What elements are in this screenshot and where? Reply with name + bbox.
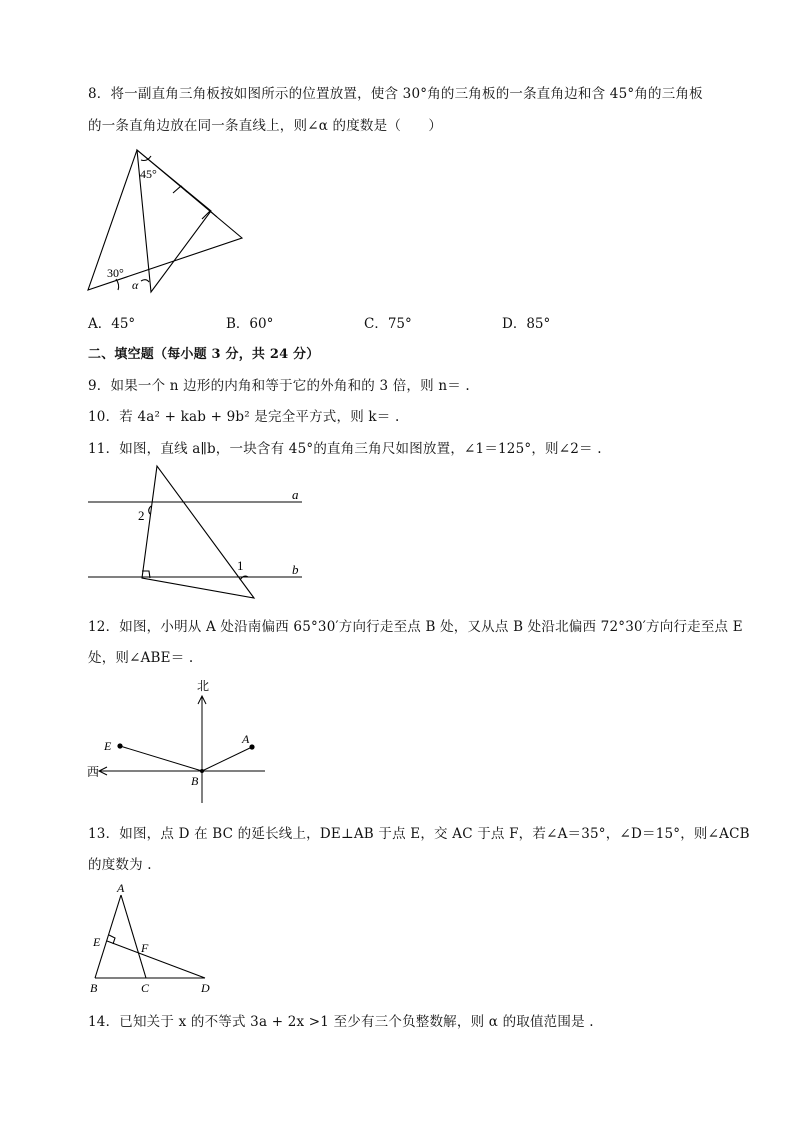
- q12-north-label: 北: [197, 679, 210, 693]
- q10-text: 10．若 4a² + kab + 9b² 是完全平方式，则 k＝ .: [88, 409, 400, 425]
- q13-text-line2: 的度数为 .: [88, 857, 152, 873]
- q11-label-b: b: [292, 562, 299, 577]
- q13-label-B: B: [90, 981, 98, 995]
- q12-figure: [85, 676, 275, 806]
- q12-text-line2: 处，则∠ABE＝ .: [88, 650, 194, 666]
- q8-option-a: A．45°: [88, 316, 136, 332]
- q13-label-D: D: [201, 981, 210, 995]
- q8-option-b: B．60°: [226, 316, 274, 332]
- q13-label-A: A: [117, 881, 125, 895]
- q12-text-line1: 12．如图，小明从 A 处沿南偏西 65°30′方向行走至点 B 处，又从点 B 处沿北偏西 72°30′方向行走至点 E: [88, 619, 743, 635]
- q12-label-E: E: [104, 739, 112, 753]
- q9-text: 9．如果一个 n 边形的内角和等于它的外角和的 3 倍，则 n＝ .: [88, 378, 470, 394]
- q12-label-A: A: [242, 732, 250, 746]
- q13-figure: [85, 880, 225, 995]
- q8-label-45: 45°: [140, 167, 157, 181]
- q12-west-label: 西: [87, 765, 100, 779]
- q11-label-a: a: [292, 487, 299, 502]
- q8-option-c: C．75°: [364, 316, 412, 332]
- q11-set-square: [142, 466, 254, 598]
- q14-text: 14．已知关于 x 的不等式 3a + 2x >1 至少有三个负整数解，则 α 的取值范围是 .: [88, 1014, 594, 1030]
- q11-label-1: 1: [237, 558, 244, 573]
- q8-text-line2: 的一条直角边放在同一条直线上，则∠α 的度数是（ ）: [88, 118, 443, 134]
- q8-figure: [80, 140, 260, 300]
- q13-label-C: C: [141, 981, 150, 995]
- q8-label-alpha: α: [132, 278, 139, 292]
- q11-label-2: 2: [138, 508, 145, 523]
- q8-text-line1: 8．将一副直角三角板按如图所示的位置放置，使含 30°角的三角板的一条直角边和含 45°角的三角板: [88, 86, 703, 102]
- section-2-title: 二、填空题（每小题 3 分，共 24 分）: [88, 347, 320, 362]
- q11-text: 11．如图，直线 a∥b，一块含有 45°的直角三角尺如图放置，∠1＝125°，则∠2＝ .: [88, 441, 602, 457]
- q13-label-E: E: [93, 935, 101, 949]
- q8-option-d: D．85°: [502, 316, 551, 332]
- q12-label-B: B: [191, 774, 199, 788]
- q13-text-line1: 13．如图，点 D 在 BC 的延长线上，DE⊥AB 于点 E，交 AC 于点 F，若∠A＝35°，∠D＝15°，则∠ACB: [88, 826, 750, 842]
- q13-label-F: F: [141, 941, 149, 955]
- q11-figure: [80, 462, 310, 607]
- q8-label-30: 30°: [107, 266, 124, 280]
